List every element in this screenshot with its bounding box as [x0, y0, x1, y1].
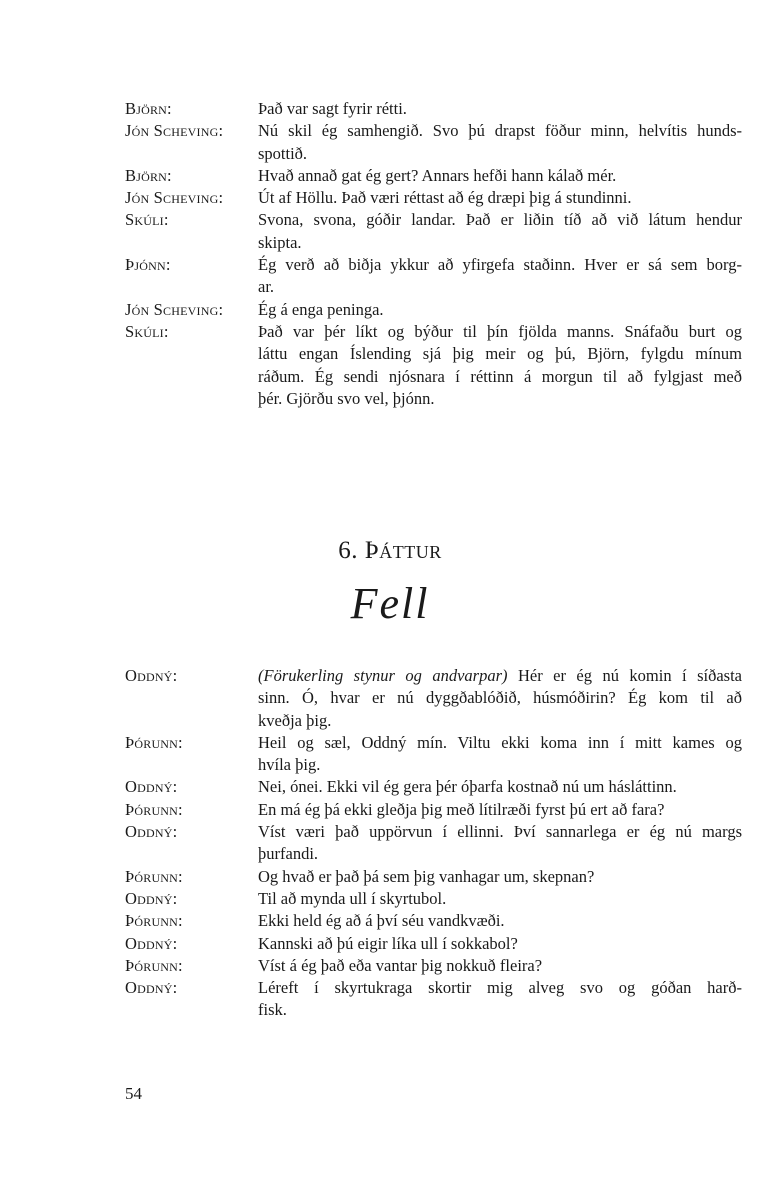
- speaker-spacer: [125, 710, 258, 732]
- dialogue-line: [125, 665, 742, 687]
- dialogue-line: [125, 910, 742, 932]
- act-number: 6.: [338, 537, 359, 564]
- dialogue-line: [125, 187, 742, 209]
- line-text: kveðja þig.: [258, 710, 332, 730]
- line-text: skipta.: [258, 232, 302, 252]
- dialogue-line: [125, 776, 742, 798]
- dialogue-line: [125, 687, 742, 709]
- line-text: Víst væri það uppörvun í ellinni. Því sannarlega er ég nú margs: [258, 822, 742, 842]
- line-text: Svona, svona, góðir landar. Það er liðin tíð að við látum hendur: [258, 210, 742, 230]
- speaker-name: Oddný:: [125, 888, 178, 908]
- speaker-name: Skúli:: [125, 321, 169, 341]
- line-text: fisk.: [258, 1000, 287, 1020]
- line-text: Heil og sæl, Oddný mín. Viltu ekki koma inn í mitt kames og: [258, 732, 742, 752]
- line-text: Ég á enga peninga.: [258, 299, 384, 319]
- line-text: ar.: [258, 277, 275, 297]
- dialogue-line: [125, 343, 742, 365]
- speaker-spacer: [125, 366, 258, 388]
- speaker-spacer: [125, 276, 258, 298]
- speaker-spacer: [125, 388, 258, 410]
- line-text: Til að mynda ull í skyrtubol.: [258, 888, 447, 908]
- speaker-spacer: [125, 687, 258, 709]
- dialogue-line: [125, 710, 742, 732]
- dialogue-line: [125, 888, 742, 910]
- line-text-content: Hér er ég nú komin í síðasta: [507, 666, 742, 685]
- dialogue-line: [125, 321, 742, 343]
- speaker-name: Jón Scheving:: [125, 299, 224, 319]
- dialogue-line: [125, 209, 742, 231]
- speaker-name: Þórunn:: [125, 955, 183, 975]
- dialogue-line: [125, 232, 742, 254]
- line-text: þurfandi.: [258, 844, 319, 864]
- act-label: Þáttur: [364, 537, 442, 564]
- speaker-name: Oddný:: [125, 933, 178, 953]
- dialogue-line: [125, 98, 742, 120]
- speaker-name: Björn:: [125, 165, 172, 185]
- stage-direction: (Förukerling stynur og andvarpar): [258, 666, 508, 685]
- dialogue-line: [125, 732, 742, 754]
- page-number: 54: [125, 1084, 142, 1103]
- dialogue-line: [125, 754, 742, 776]
- speaker-name: Þjónn:: [125, 255, 171, 275]
- dialogue-line: [125, 977, 742, 999]
- line-text: Ég verð að biðja ykkur að yfirgefa staðinn. Hver er sá sem borg-: [258, 255, 742, 275]
- speaker-name: Oddný:: [125, 978, 178, 998]
- speaker-name: Oddný:: [125, 822, 178, 842]
- line-text: [258, 665, 742, 687]
- dialogue-line: [125, 866, 742, 888]
- dialogue-line: [125, 165, 742, 187]
- speaker-spacer: [125, 343, 258, 365]
- dialogue-line: [125, 799, 742, 821]
- line-text: Hvað annað gat ég gert? Annars hefði hann kálað mér.: [258, 165, 617, 185]
- act-heading: [0, 537, 780, 565]
- line-text: þér. Gjörðu svo vel, þjónn.: [258, 388, 435, 408]
- scene-title: Fell: [350, 579, 430, 628]
- speaker-spacer: [125, 143, 258, 165]
- speaker-name: Björn:: [125, 99, 172, 118]
- speaker-spacer: [125, 999, 258, 1021]
- line-text: Út af Höllu. Það væri réttast að ég dræpi þig á stundinni.: [258, 188, 632, 208]
- speaker-spacer: [125, 843, 258, 865]
- line-text: Kannski að þú eigir líka ull í sokkabol?: [258, 933, 518, 953]
- dialogue-line: [125, 143, 742, 165]
- line-text: Það var sagt fyrir rétti.: [258, 99, 407, 118]
- speaker-spacer: [125, 754, 258, 776]
- speaker-name: Þórunn:: [125, 799, 183, 819]
- line-text: Nei, ónei. Ekki vil ég gera þér óþarfa kostnað nú um hásláttinn.: [258, 777, 677, 797]
- speaker-name: Jón Scheving:: [125, 121, 224, 141]
- line-text: En má ég þá ekki gleðja þig með lítilræði fyrst þú ert að fara?: [258, 799, 665, 819]
- speaker-name: Þórunn:: [125, 911, 183, 931]
- line-text: Víst á ég það eða vantar þig nokkuð fleira?: [258, 955, 543, 975]
- line-text: Ekki held ég að á því séu vandkvæði.: [258, 911, 505, 931]
- speaker-name: Oddný:: [125, 777, 178, 797]
- line-text: Það var þér líkt og býður til þín fjölda manns. Snáfaðu burt og: [258, 321, 742, 341]
- speaker-name: Þórunn:: [125, 732, 183, 752]
- dialogue-section-bottom: [125, 665, 742, 1022]
- line-text: Nú skil ég samhengið. Svo þú drapst föður minn, helvítis hunds-: [258, 121, 742, 141]
- dialogue-line: [125, 933, 742, 955]
- dialogue-line: [125, 254, 742, 276]
- dialogue-line: [125, 821, 742, 843]
- line-text: Og hvað er það þá sem þig vanhagar um, skepnan?: [258, 866, 595, 886]
- dialogue-line: [125, 120, 742, 142]
- line-text: ráðum. Ég sendi njósnara í réttinn á morgun til að fylgjast með: [258, 366, 742, 386]
- line-text: sinn. Ó, hvar er nú dyggðablóðið, húsmóðirin? Ég kom til að: [258, 688, 742, 708]
- line-text: Léreft í skyrtukraga skortir mig alveg svo og góðan harð-: [258, 978, 742, 998]
- dialogue-line: [125, 999, 742, 1021]
- dialogue-line: [125, 366, 742, 388]
- speaker-spacer: [125, 232, 258, 254]
- dialogue-line: [125, 955, 742, 977]
- dialogue-line: [125, 276, 742, 298]
- speaker-name: Þórunn:: [125, 866, 183, 886]
- dialogue-line: [125, 388, 742, 410]
- speaker-name: Skúli:: [125, 210, 169, 230]
- dialogue-line: [125, 843, 742, 865]
- line-text: spottið.: [258, 143, 308, 163]
- speaker-name: Jón Scheving:: [125, 188, 224, 208]
- dialogue-section-top: [125, 98, 742, 410]
- speaker-name: Oddný:: [125, 666, 178, 685]
- line-text: láttu engan Íslending sjá þig meir og þú, Björn, fylgdu mínum: [258, 344, 742, 364]
- dialogue-line: [125, 299, 742, 321]
- line-text: hvíla þig.: [258, 755, 321, 775]
